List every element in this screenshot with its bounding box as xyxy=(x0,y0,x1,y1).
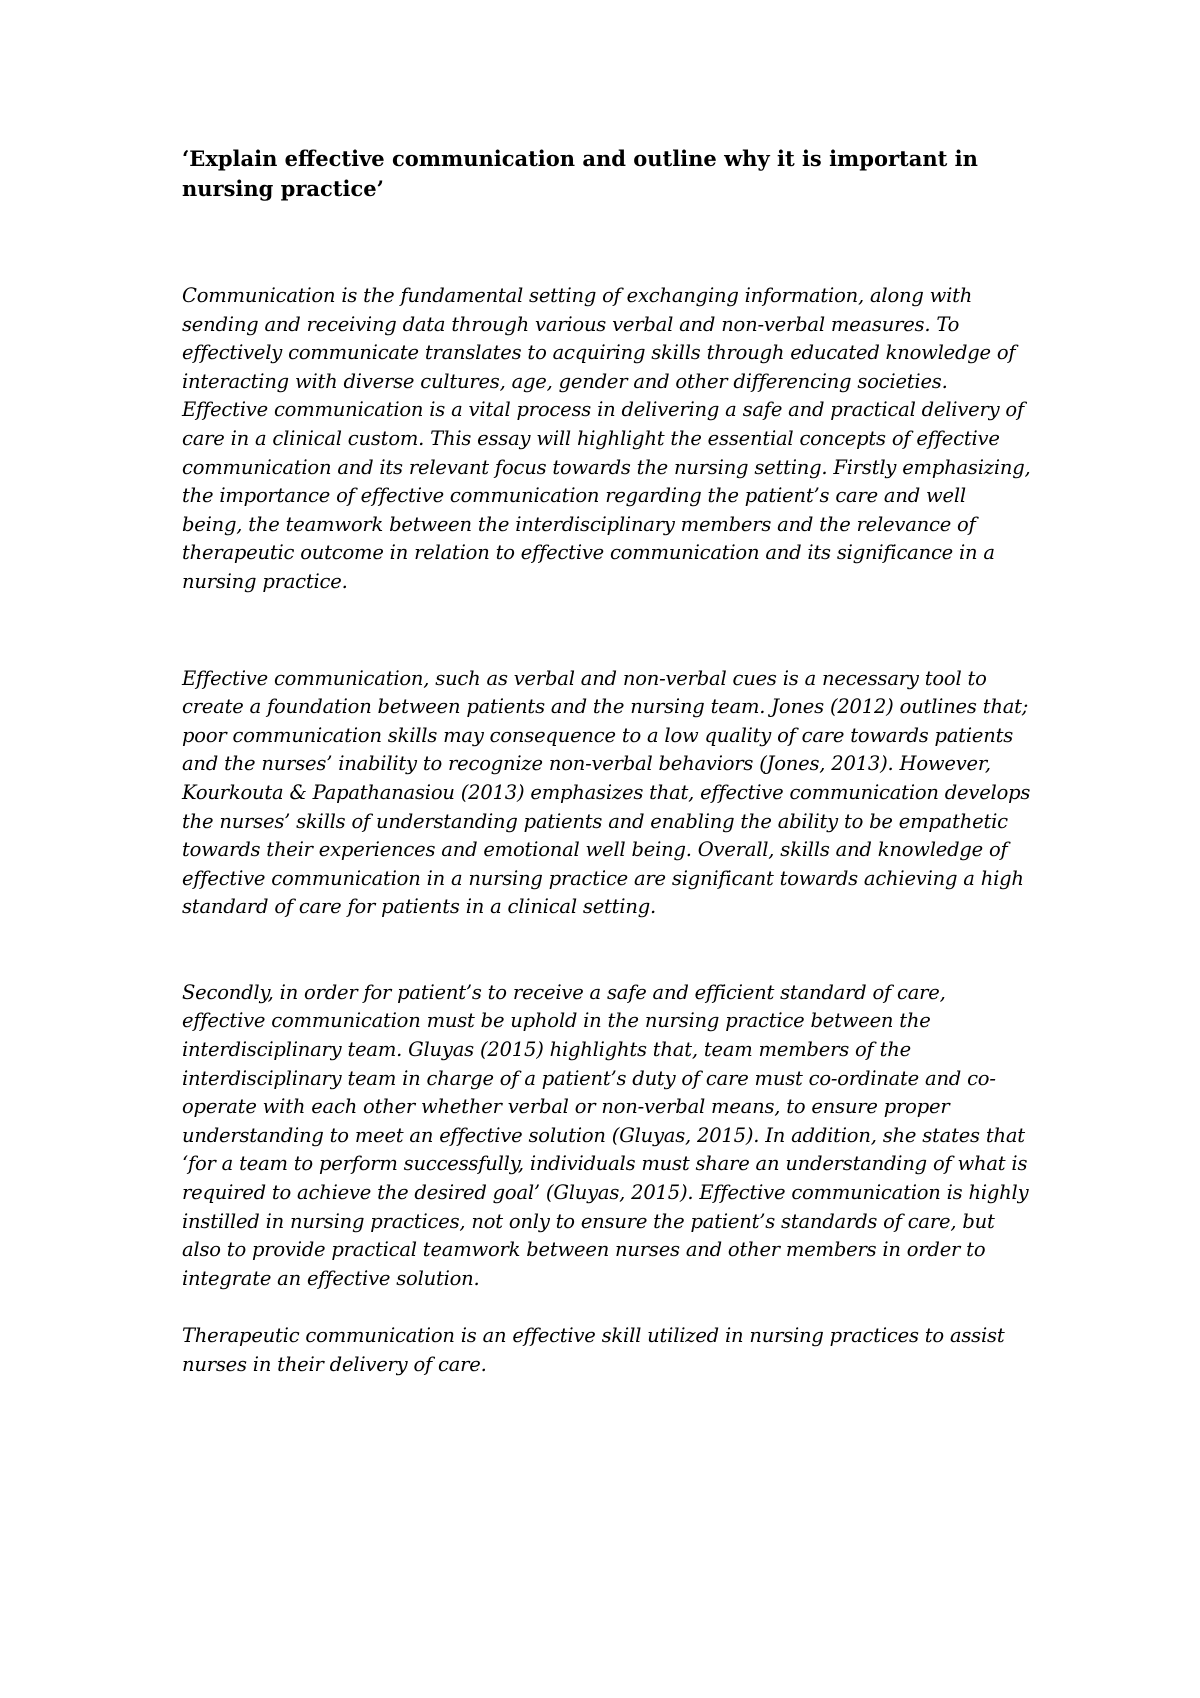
document-body xyxy=(182,144,1032,1380)
paragraph-interdisciplinary-team: Secondly, in order for patient’s to receive a safe and efficient standard of care, effective communication must be uphold in the nursing practice between the interdisciplinary team. Gluyas (2015) highlights that, team members of the interdisciplinary team in charge of a patient’s duty of care must co-ordinate and co-operate with each other whether verbal or non-verbal means, to ensure proper understanding to meet an effective solution (Gluyas, 2015). In addition, she states that ‘for a team to perform successfully, individuals must share an understanding of what is required to achieve the desired goal’ (Gluyas, 2015). Effective communication is highly instilled in nursing practices, not only to ensure the patient’s standards of care, but also to provide practical teamwork between nurses and other members in order to integrate an effective solution. xyxy=(182,980,1029,1290)
essay-title: ‘Explain effective communication and outline why it is important in nursing practice’ xyxy=(182,146,978,201)
paragraph-therapeutic-communication: Therapeutic communication is an effective skill utilized in nursing practices to assist nurses in their delivery of care. xyxy=(182,1324,1005,1376)
paragraph-introduction: Communication is the fundamental setting of exchanging information, along with sending and receiving data through various verbal and non-verbal measures. To effectively communicate translates to acquiring skills through educated knowledge of interacting with diverse cultures, age, gender and other differencing societies. Effective communication is a vital process in delivering a safe and practical delivery of care in a clinical custom. This essay will highlight the essential concepts of effective communication and its relevant focus towards the nursing setting. Firstly emphasizing, the importance of effective communication regarding the patient’s care and well being, the teamwork between the interdisciplinary members and the relevance of therapeutic outcome in relation to effective communication and its significance in a nursing practice. xyxy=(182,284,1031,593)
paragraph-effective-communication: Effective communication, such as verbal and non-verbal cues is a necessary tool to create a foundation between patients and the nursing team. Jones (2012) outlines that; poor communication skills may consequence to a low quality of care towards patients and the nurses’ inability to recognize non-verbal behaviors (Jones, 2013). However, Kourkouta & Papathanasiou (2013) emphasizes that, effective communication develops the nurses’ skills of understanding patients and enabling the ability to be empathetic towards their experiences and emotional well being. Overall, skills and knowledge of effective communication in a nursing practice are significant towards achieving a high standard of care for patients in a clinical setting. xyxy=(182,666,1031,919)
